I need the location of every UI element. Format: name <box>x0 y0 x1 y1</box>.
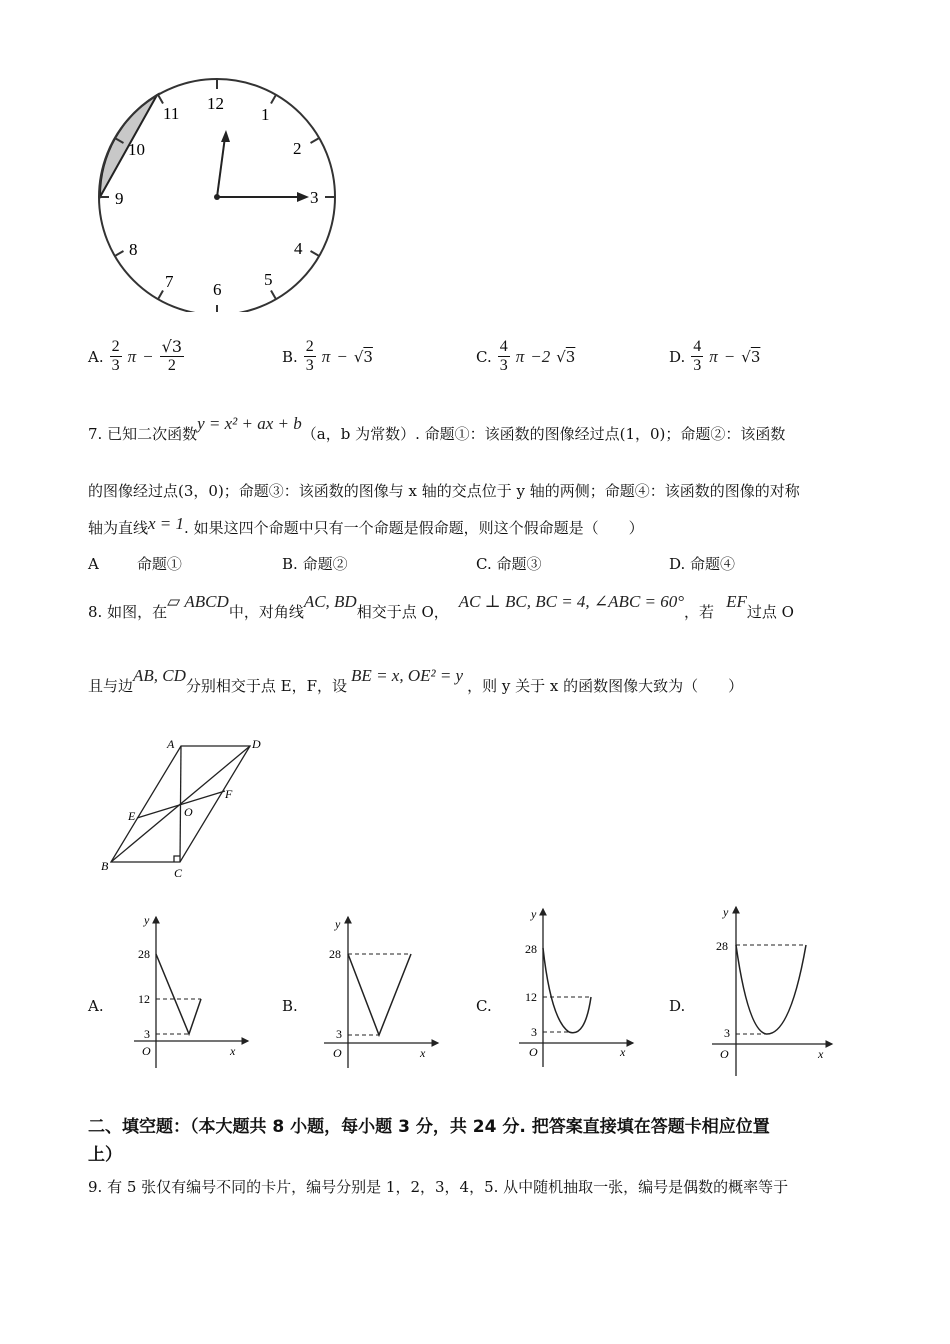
tick-3: 3 <box>724 1026 730 1040</box>
q7-option-c[interactable]: C. 命题③ <box>476 555 542 573</box>
q6-option-c[interactable]: C. $\frac{4}{3}$ π −2 √3 <box>476 338 576 374</box>
q8-option-b-label[interactable]: B. <box>282 997 298 1015</box>
clock-number-1: 1 <box>261 105 270 124</box>
label-b: B <box>101 859 109 873</box>
clock-tick <box>311 251 320 256</box>
q6-option-a[interactable]: A. $\frac{2}{3}$ π − $\frac{√3}{2}$ <box>88 337 182 374</box>
q8-option-d-graph[interactable] <box>708 900 838 1078</box>
clock-number-12: 12 <box>207 94 224 113</box>
clock-number-3: 3 <box>310 188 319 207</box>
q8-option-a-graph[interactable] <box>130 910 255 1070</box>
q7-line-1: 7. 已知二次函数y = x² + ax + b（a，b 为常数）. 命题①：该函数的图像经过点(1，0)；命题②：该函数 <box>88 414 786 443</box>
parallelogram-figure <box>95 732 275 880</box>
q9-text: 9. 有 5 张仅有编号不同的卡片，编号分别是 1，2，3，4，5. 从中随机抽取一张，编号是偶数的概率等于 <box>88 1178 789 1196</box>
clock-number-2: 2 <box>293 139 302 158</box>
axis-y-label: y <box>144 913 150 927</box>
label-c: C <box>174 866 183 880</box>
right-angle-mark <box>174 856 180 862</box>
axis-x-label: x <box>818 1047 824 1061</box>
q7-line-3: 轴为直线x = 1. 如果这四个命题中只有一个命题是假命题，则这个假命题是（ ） <box>88 514 644 537</box>
axis-x-label: x <box>420 1046 426 1060</box>
tick-28: 28 <box>525 942 537 956</box>
hour-hand-arrow <box>221 130 230 142</box>
axis-y-label: y <box>723 905 729 919</box>
label-a: A <box>167 737 175 751</box>
q7-option-a[interactable]: A 命题① <box>88 555 182 573</box>
clock-tick <box>271 291 276 300</box>
axis-x-label: x <box>620 1045 626 1059</box>
clock-number-9: 9 <box>115 189 124 208</box>
tick-3: 3 <box>144 1027 150 1041</box>
clock-number-11: 11 <box>163 104 180 123</box>
clock-tick <box>158 95 163 104</box>
q8-option-c-label[interactable]: C. <box>476 997 492 1015</box>
section-heading-line-1: 二、填空题：（本大题共 8 小题，每小题 3 分，共 24 分. 把答案直接填在答题卡相应位置 <box>88 1117 770 1137</box>
q6-option-b[interactable]: B. $\frac{2}{3}$ π − √3 <box>282 338 373 374</box>
axis-y-label: y <box>531 907 537 921</box>
minute-hand-arrow <box>297 192 309 202</box>
clock-number-5: 5 <box>264 270 273 289</box>
clock-number-8: 8 <box>129 240 138 259</box>
q8-option-d-label[interactable]: D. <box>669 997 686 1015</box>
tick-28: 28 <box>329 947 341 961</box>
q8-option-c-graph[interactable] <box>515 902 640 1067</box>
q8-line-2: 且与边AB, CD分别相交于点 E，F，设BE = x, OE² = y，则 y 关于 x 的函数图像大致为（ ） <box>88 666 744 695</box>
clock-figure <box>95 72 345 312</box>
clock-center <box>214 194 220 200</box>
tick-12: 12 <box>138 992 150 1006</box>
hour-hand <box>217 137 225 197</box>
axis-x-label: x <box>230 1044 236 1058</box>
clock-number-4: 4 <box>294 239 303 258</box>
label-o: O <box>184 805 193 819</box>
q6-option-d[interactable]: D. $\frac{4}{3}$ π − √3 <box>669 338 761 374</box>
tick-28: 28 <box>138 947 150 961</box>
label-e: E <box>128 809 136 823</box>
section-heading-line-2: 上） <box>88 1145 122 1165</box>
clock-number-7: 7 <box>165 272 174 291</box>
q8-line-1: 8. 如图，在▱ ABCD中，对角线AC, BD相交于点 O，AC ⊥ BC, BC = 4, ∠ABC = 60°，若EF过点 O <box>88 592 794 621</box>
tick-3: 3 <box>336 1027 342 1041</box>
tick-28: 28 <box>716 939 728 953</box>
origin-label: O <box>142 1044 151 1058</box>
axis-y-label: y <box>335 917 341 931</box>
q7-line-2: 的图像经过点(3，0)；命题③：该函数的图像与 x 轴的交点位于 y 轴的两侧；命题④：该函数的图像的对称 <box>88 482 800 500</box>
clock-number-10: 10 <box>128 140 145 159</box>
clock-tick <box>158 291 163 300</box>
clock-tick <box>115 251 124 256</box>
clock-tick <box>271 95 276 104</box>
tick-12: 12 <box>525 990 537 1004</box>
q8-option-a-label[interactable]: A. <box>88 997 104 1015</box>
label-d: D <box>252 737 261 751</box>
label-f: F <box>225 787 233 801</box>
clock-number-6: 6 <box>213 280 222 299</box>
origin-label: O <box>333 1046 342 1060</box>
q8-option-b-graph[interactable] <box>320 910 445 1070</box>
clock-tick <box>311 138 320 143</box>
tick-3: 3 <box>531 1025 537 1039</box>
q7-option-d[interactable]: D. 命题④ <box>669 555 736 573</box>
origin-label: O <box>529 1045 538 1059</box>
q7-option-b[interactable]: B. 命题② <box>282 555 348 573</box>
origin-label: O <box>720 1047 729 1061</box>
